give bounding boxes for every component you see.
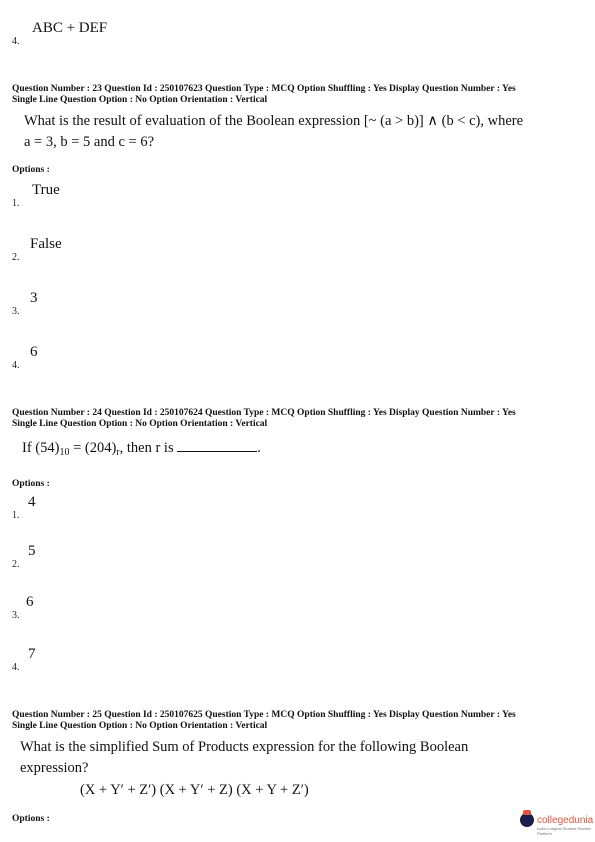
q23-meta-line1: Question Number : 23 Question Id : 250107623 Question Type : MCQ Option Shuffling : Yes Display Question Number : Yes xyxy=(12,84,516,94)
q24-options-label: Options : xyxy=(12,479,50,489)
graduation-cap-icon xyxy=(520,813,534,827)
q24-text-end: . xyxy=(257,440,261,456)
q23-options-label: Options : xyxy=(12,165,50,175)
q24-text-part1: If (54) xyxy=(22,440,60,456)
q23-question-text xyxy=(24,111,523,153)
q23-meta xyxy=(12,84,516,106)
q23-option-3-text: 3 xyxy=(30,290,38,306)
prev-option-4-number: 4. xyxy=(12,36,20,47)
q23-option-2-number: 2. xyxy=(12,252,20,263)
q24-text-part2: = (204) xyxy=(69,440,117,456)
q24-subscript-base10: 10 xyxy=(59,447,70,458)
q23-option-2-text: False xyxy=(30,236,62,252)
q24-option-2-number: 2. xyxy=(12,559,20,570)
q25-question-line2: expression? xyxy=(20,760,89,776)
q23-question-line2: a = 3, b = 5 and c = 6? xyxy=(24,134,155,150)
q25-question-line1: What is the simplified Sum of Products expression for the following Boolean xyxy=(20,739,469,755)
q25-question-text xyxy=(20,737,468,779)
q24-option-3-number: 3. xyxy=(12,610,20,621)
q24-option-4-text: 7 xyxy=(28,646,36,662)
logo-tagline: India's largest Student Review Platform xyxy=(537,826,591,836)
prev-option-4-text: ABC + DEF xyxy=(32,20,108,36)
q24-option-2-text: 5 xyxy=(28,543,36,559)
q23-option-4-text: 6 xyxy=(30,344,38,360)
q24-option-1-number: 1. xyxy=(12,510,20,521)
q25-meta xyxy=(12,710,516,732)
q24-option-4-number: 4. xyxy=(12,662,20,673)
q24-option-3-text: 6 xyxy=(26,594,34,610)
q25-meta-line1: Question Number : 25 Question Id : 250107625 Question Type : MCQ Option Shuffling : Yes Display Question Number : Yes xyxy=(12,710,516,720)
q25-boolean-expression: (X + Y′ + Z′) (X + Y′ + Z) (X + Y + Z′) xyxy=(80,782,309,798)
q24-text-part3: , then r is xyxy=(119,440,178,456)
q24-meta xyxy=(12,408,516,430)
q25-meta-line2: Single Line Question Option : No Option Orientation : Vertical xyxy=(12,721,268,731)
collegedunia-logo xyxy=(520,813,593,827)
q23-option-3-number: 3. xyxy=(12,306,20,317)
q23-option-1-text: True xyxy=(32,182,60,198)
q24-question-text xyxy=(22,438,261,463)
q25-options-label: Options : xyxy=(12,814,50,824)
q23-option-4-number: 4. xyxy=(12,360,20,371)
q24-subscript-r: r xyxy=(116,447,120,458)
q23-question-line1: What is the result of evaluation of the Boolean expression [~ (a > b)] ∧ (b < c), where xyxy=(24,113,524,129)
q23-meta-line2: Single Line Question Option : No Option Orientation : Vertical xyxy=(12,95,268,105)
q24-option-1-text: 4 xyxy=(28,494,36,510)
logo-brand-text: collegedunia xyxy=(537,814,594,826)
q24-meta-line1: Question Number : 24 Question Id : 250107624 Question Type : MCQ Option Shuffling : Yes Display Question Number : Yes xyxy=(12,408,516,418)
q23-option-1-number: 1. xyxy=(12,198,20,209)
q24-meta-line2: Single Line Question Option : No Option Orientation : Vertical xyxy=(12,419,268,429)
q24-answer-blank xyxy=(177,439,257,452)
